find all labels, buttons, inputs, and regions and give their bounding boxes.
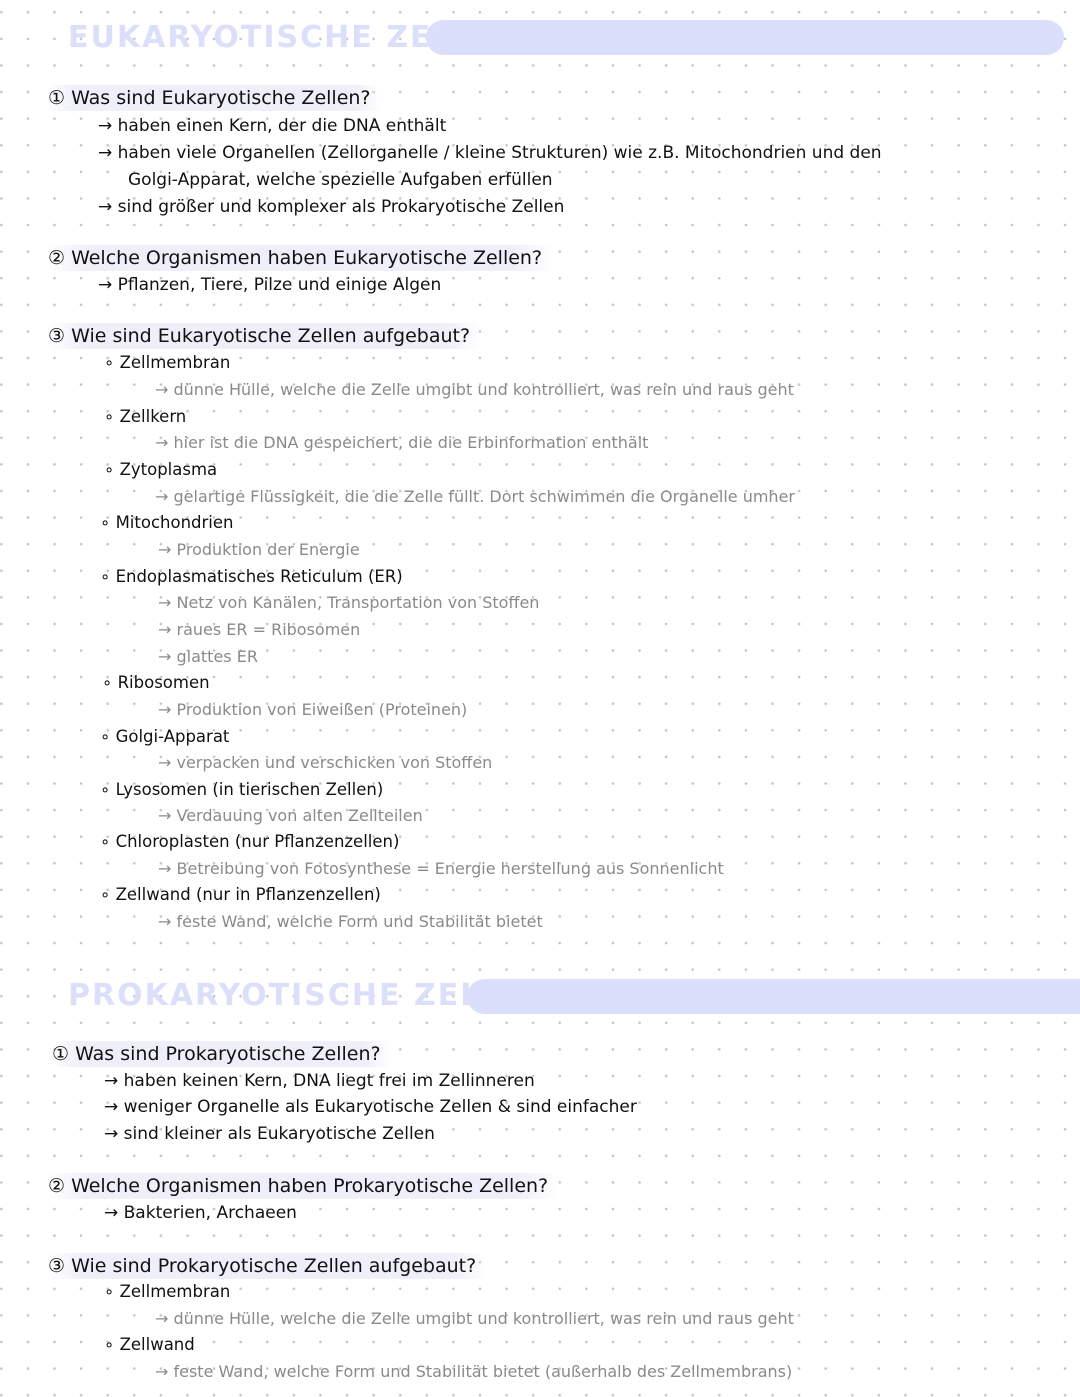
structure-detail: → Betreibung von Fotosynthese = Energie herstellung aus Sonnenlicht bbox=[158, 859, 724, 878]
structure-item: ∘ Chloroplasten (nur Pflanzenzellen) bbox=[100, 832, 400, 851]
question-3-eukaryotic: ③ Wie sind Eukaryotische Zellen aufgebaut? bbox=[48, 323, 480, 349]
structure-detail: → glattes ER bbox=[158, 647, 258, 666]
structure-detail: → dünne Hülle, welche die Zelle umgibt und kontrolliert, was rein und raus geht bbox=[155, 380, 794, 399]
structure-item: ∘ Zellkern bbox=[104, 407, 187, 426]
banner-highlight-bar bbox=[467, 979, 1080, 1014]
answer-line: → weniger Organelle als Eukaryotische Zellen & sind einfacher bbox=[104, 1097, 637, 1117]
structure-detail: → verpacken und verschicken von Stoffen bbox=[158, 753, 493, 772]
question-1-eukaryotic: ① Was sind Eukaryotische Zellen? bbox=[48, 85, 381, 111]
section-banner-eukaryotic bbox=[68, 18, 1068, 58]
question-1-prokaryotic: ① Was sind Prokaryotische Zellen? bbox=[52, 1041, 391, 1067]
answer-line: → sind kleiner als Eukaryotische Zellen bbox=[104, 1124, 435, 1144]
question-2-eukaryotic: ② Welche Organismen haben Eukaryotische Zellen? bbox=[48, 245, 552, 271]
question-3-prokaryotic: ③ Wie sind Prokaryotische Zellen aufgebaut? bbox=[48, 1253, 486, 1279]
section-title-prokaryotic: PROKARYOTISCHE ZELLE bbox=[68, 978, 525, 1013]
answer-line: → Pflanzen, Tiere, Pilze und einige Algen bbox=[98, 275, 442, 295]
structure-detail: → Netz von Kanälen, Transportation von Stoffen bbox=[158, 593, 540, 612]
answer-line: → haben keinen Kern, DNA liegt frei im Zellinneren bbox=[104, 1071, 535, 1091]
structure-detail: → Verdauung von alten Zellteilen bbox=[158, 806, 423, 825]
structure-item: ∘ Endoplasmatisches Reticulum (ER) bbox=[100, 567, 403, 586]
answer-line: → Bakterien, Archaeen bbox=[104, 1203, 297, 1223]
question-2-prokaryotic: ② Welche Organismen haben Prokaryotische Zellen? bbox=[48, 1173, 558, 1199]
structure-detail: → dünne Hülle, welche die Zelle umgibt und kontrolliert, was rein und raus geht bbox=[155, 1309, 794, 1328]
structure-detail: → raues ER = Ribosomen bbox=[158, 620, 361, 639]
structure-item: ∘ Zellwand bbox=[104, 1335, 195, 1354]
structure-detail: → feste Wand, welche Form und Stabilität bietet bbox=[158, 912, 543, 931]
structure-detail: → gelartige Flüssigkeit, die die Zelle füllt. Dort schwimmen die Organelle umher bbox=[155, 487, 795, 506]
structure-item: ∘ Zellmembran bbox=[104, 1282, 231, 1301]
structure-detail: → Produktion der Energie bbox=[158, 540, 360, 559]
structure-detail: → feste Wand, welche Form und Stabilität bietet (außerhalb des Zellmembrans) bbox=[155, 1362, 793, 1381]
structure-item: ∘ Zytoplasma bbox=[104, 460, 218, 479]
answer-line: → haben einen Kern, der die DNA enthält bbox=[98, 116, 447, 136]
structure-item: ∘ Ribosomen bbox=[102, 673, 210, 692]
structure-item: ∘ Zellmembran bbox=[104, 353, 231, 372]
banner-highlight-bar bbox=[426, 20, 1064, 55]
answer-line: → sind größer und komplexer als Prokaryotische Zellen bbox=[98, 197, 565, 217]
structure-item: ∘ Golgi-Apparat bbox=[100, 727, 230, 746]
section-banner-prokaryotic bbox=[68, 976, 1080, 1016]
section-title-eukaryotic: EUKARYOTISCHE ZELLE bbox=[68, 20, 498, 55]
structure-item: ∘ Lysosomen (in tierischen Zellen) bbox=[100, 780, 384, 799]
structure-item: ∘ Mitochondrien bbox=[100, 513, 234, 532]
structure-detail: → Produktion von Eiweißen (Proteinen) bbox=[158, 700, 468, 719]
answer-line: → haben viele Organellen (Zellorganelle / kleine Strukturen) wie z.B. Mitochondrien und den bbox=[98, 143, 882, 163]
structure-detail: → hier ist die DNA gespeichert, die die Erbinformation enthält bbox=[155, 433, 649, 452]
structure-item: ∘ Zellwand (nur in Pflanzenzellen) bbox=[100, 885, 381, 904]
answer-line: Golgi-Apparat, welche spezielle Aufgaben erfüllen bbox=[128, 170, 553, 190]
